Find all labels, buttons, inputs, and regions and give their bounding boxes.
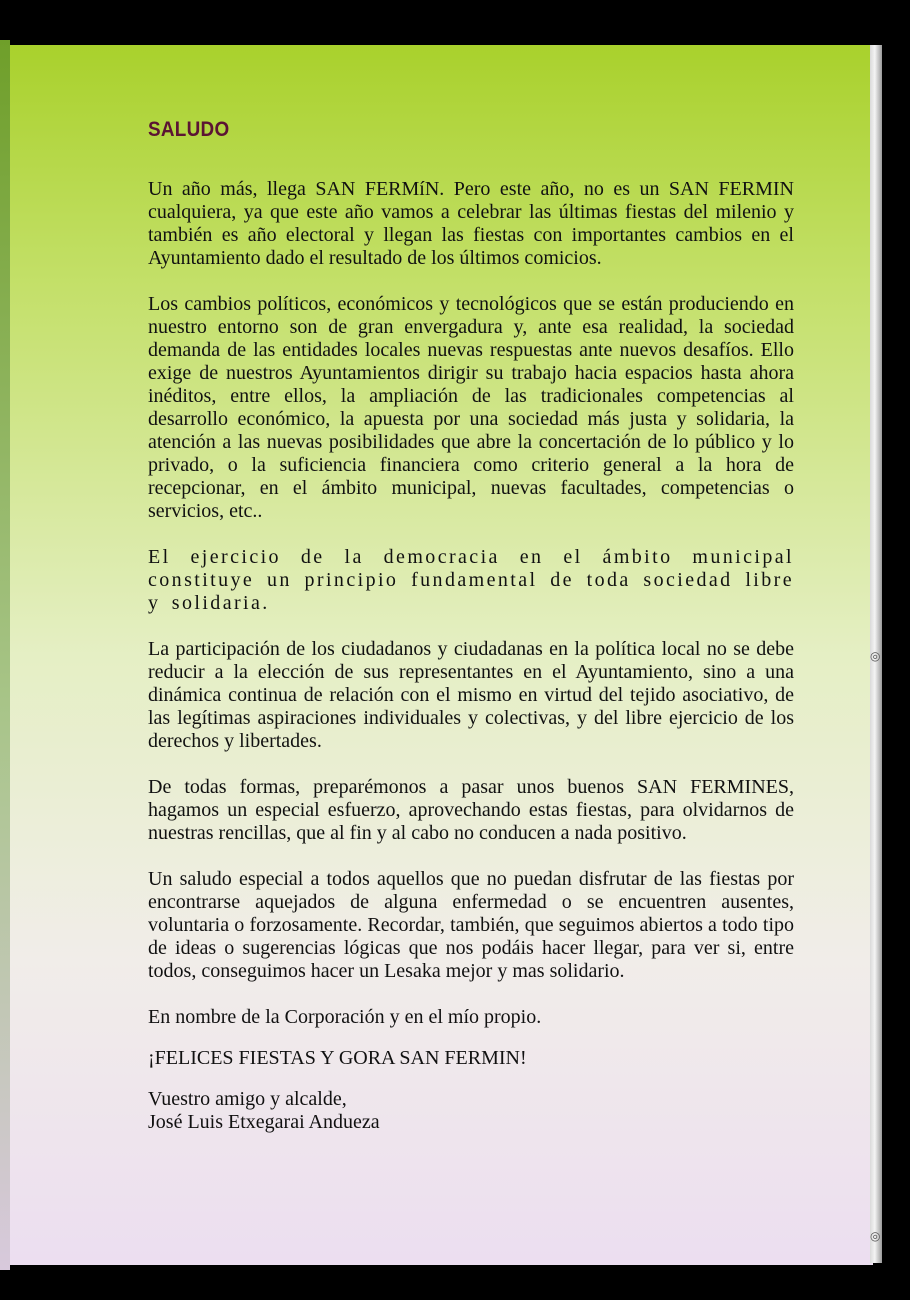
paragraph-intro: Un año más, llega SAN FERMíN. Pero este año, no es un SAN FERMIN cualquiera, ya que este año vamos a celebrar las últimas fiestas del milenio y también es año electoral y llegan las fiestas con importantes cambios en el Ayuntamiento dado el resultado de los últimos comicios. [148,178,794,269]
festive-greeting: ¡FELICES FIESTAS Y GORA SAN FERMIN! [148,1047,527,1069]
paragraph-changes: Los cambios políticos, económicos y tecnológicos que se están produciendo en nuestro entorno son de gran envergadura y, ante esa realidad, la sociedad demanda de las entidades locales nuevas respuestas ante nuevos desafíos. Ello exige de nuestros Ayuntamientos dirigir su trabajo hacia espacios hasta ahora inéditos, entre ellos, la ampliación de las tradicionales competencias al desarrollo económico, la apuesta por una sociedad más justa y solidaria, la atención a las nuevas posibilidades que abre la concertación de lo público y lo privado, o la suficiencia financiera como criterio general a la hora de recepcionar, en el ámbito municipal, nuevas facultades, competencias o servicios, etc.. [148,293,794,522]
paragraph-democracy: El ejercicio de la democracia en el ámbito municipal constituye un principio fundamental de toda sociedad libre y solidaria. [148,546,794,614]
signature-name: José Luis Etxegarai Andueza [148,1111,380,1133]
page-title: SALUDO [148,118,230,141]
registration-mark-icon: ◎ [870,649,881,663]
paragraph-greeting: Un saludo especial a todos aquellos que no puedan disfrutar de las fiestas por encontrarse aquejados de alguna enfermedad o se encuentren ausentes, voluntaria o forzosamente. Recordar, también, que seguimos abiertos a todo tipo de ideas o sugerencias lógicas que nos podáis hacer llegar, para ver si, entre todos, conseguimos hacer un Lesaka mejor y mas solidario. [148,868,794,982]
article [148,118,794,1134]
signature-line: Vuestro amigo y alcalde, [148,1088,347,1110]
signature-block [148,1088,794,1134]
paragraph-participation: La participación de los ciudadanos y ciudadanas en la política local no se debe reducir a la elección de sus representantes en el Ayuntamiento, sino a una dinámica continua de relación con el mismo en virtud del tejido asociativo, de las legítimas aspiraciones individuales y colectivas, y del libre ejercicio de los derechos y libertades. [148,638,794,752]
registration-mark-icon: ◎ [870,1229,881,1243]
paragraph-sanfermines: De todas formas, preparémonos a pasar unos buenos SAN FERMINES, hagamos un especial esfuerzo, aprovechando estas fiestas, para olvidarnos de nuestras rencillas, que al fin y al cabo no conducen a nada positivo. [148,776,794,844]
left-page-edge [0,40,10,1270]
closing-line: En nombre de la Corporación y en el mío propio. [148,1006,542,1028]
